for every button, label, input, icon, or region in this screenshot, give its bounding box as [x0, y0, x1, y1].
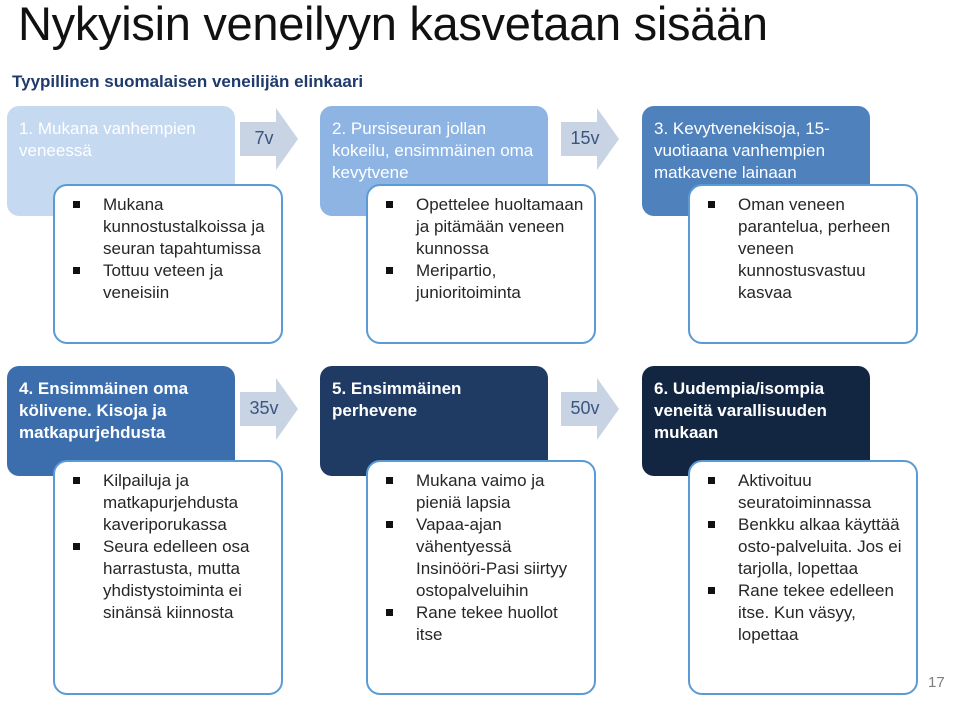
stage-6-bullet: Rane tekee edelleen itse. Kun väsyy, lopettaa: [708, 580, 908, 646]
stage-5-bullet: Mukana vaimo ja pieniä lapsia: [386, 470, 586, 514]
stage-5-details: [366, 460, 596, 695]
stage-1-label: 1. Mukana vanhempien veneessä: [19, 119, 196, 160]
stage-5-bullet: Rane tekee huollot itse: [386, 602, 586, 646]
stage-6-bullet-list: [708, 470, 908, 646]
stage-4-bullet-list: [73, 470, 273, 624]
stage-6-details: [688, 460, 918, 695]
age-arrow-15v: [561, 108, 621, 170]
stage-1-bullet-list: [73, 194, 273, 304]
stage-1-details: [53, 184, 283, 344]
stage-5-bullet-list: [386, 470, 586, 646]
stage-3-label: 3. Kevytvenekisoja, 15-vuotiaana vanhempien matkavene lainaan: [654, 119, 830, 182]
stage-2-details: [366, 184, 596, 344]
age-label-50v: 50v: [570, 398, 600, 418]
stage-3-bullet: Oman veneen parantelua, perheen veneen kunnostusvastuu kasvaa: [708, 194, 908, 304]
page-subtitle: Tyypillinen suomalaisen veneilijän elinkaari: [12, 72, 364, 91]
stage-3-details: [688, 184, 918, 344]
stage-4-bullet: Kilpailuja ja matkapurjehdusta kaveriporukassa: [73, 470, 273, 536]
stage-5-bullet: Vapaa-ajan vähentyessä Insinööri-Pasi siirtyy ostopalveluihin: [386, 514, 586, 602]
stage-4-details: [53, 460, 283, 695]
stage-1-bullet: Tottuu veteen ja veneisiin: [73, 260, 273, 304]
age-arrow-35v: [240, 378, 300, 440]
stage-6-bullet: Benkku alkaa käyttää osto-palveluita. Jos ei tarjolla, lopettaa: [708, 514, 908, 580]
age-label-15v: 15v: [570, 128, 600, 148]
stage-2-label: 2. Pursiseuran jollan kokeilu, ensimmäinen oma kevytvene: [332, 119, 534, 182]
stage-4-bullet: Seura edelleen osa harrastusta, mutta yhdistystoiminta ei sinänsä kiinnosta: [73, 536, 273, 624]
age-label-35v: 35v: [249, 398, 279, 418]
stage-3-bullet-list: [708, 194, 908, 304]
stage-2-bullet-list: [386, 194, 586, 304]
stage-4-label: 4. Ensimmäinen oma kölivene. Kisoja ja matkapurjehdusta: [19, 379, 189, 442]
stage-1-bullet: Mukana kunnostustalkoissa ja seuran tapahtumissa: [73, 194, 273, 260]
age-label-7v: 7v: [254, 128, 274, 148]
stage-2-bullet: Meripartio, junioritoiminta: [386, 260, 586, 304]
stage-6-label: 6. Uudempia/isompia veneitä varallisuuden mukaan: [654, 379, 827, 442]
age-arrow-50v: [561, 378, 621, 440]
page-title: Nykyisin veneilyyn kasvetaan sisään: [18, 0, 768, 50]
age-arrow-7v: [240, 108, 300, 170]
page-number: 17: [928, 674, 945, 691]
stage-5-label: 5. Ensimmäinen perhevene: [332, 379, 462, 420]
stage-2-bullet: Opettelee huoltamaan ja pitämään veneen kunnossa: [386, 194, 586, 260]
stage-6-bullet: Aktivoituu seuratoiminnassa: [708, 470, 908, 514]
